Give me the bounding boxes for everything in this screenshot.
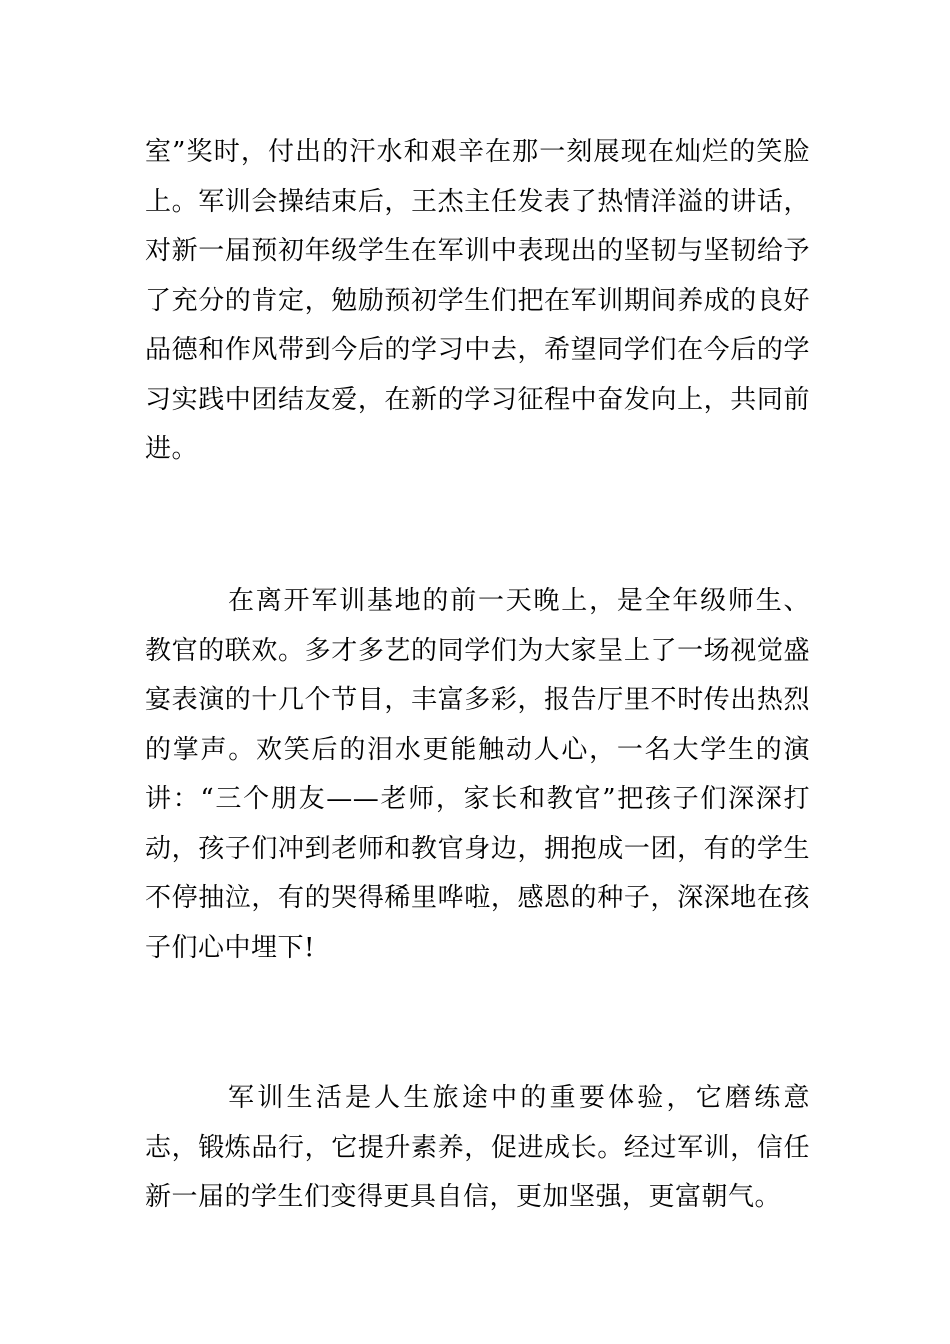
paragraph-farewell-party: 在离开军训基地的前一天晚上，是全年级师生、教官的联欢。多才多艺的同学们为大家呈上了一场视觉盛宴表演的十几个节目，丰富多彩，报告厅里不时传出热烈的掌声。欢笑后的泪水更能触动人心，一名大学生的演讲：“三个朋友——老师，家长和教官”把孩子们深深打动，孩子们冲到老师和教官身边，拥抱成一团，有的学生不停抽泣，有的哭得稀里哗啦，感恩的种子，深深地在孩子们心中埋下! <box>145 586 810 963</box>
paragraph-continuation: 室”奖时，付出的汗水和艰辛在那一刻展现在灿烂的笑脸上。军训会操结束后，王杰主任发表了热情洋溢的讲话，对新一届预初年级学生在军训中表现出的坚韧与坚韧给予了充分的肯定，勉励预初学生们把在军训期间养成的良好品德和作风带到今后的学习中去，希望同学们在今后的学习实践中团结友爱，在新的学习征程中奋发向上，共同前进。 <box>145 137 810 464</box>
paragraph-conclusion: 军训生活是人生旅途中的重要体验，它磨练意志，锻炼品行，它提升素养，促进成长。经过军训，信任新一届的学生们变得更具自信，更加坚强，更富朝气。 <box>145 1083 810 1212</box>
